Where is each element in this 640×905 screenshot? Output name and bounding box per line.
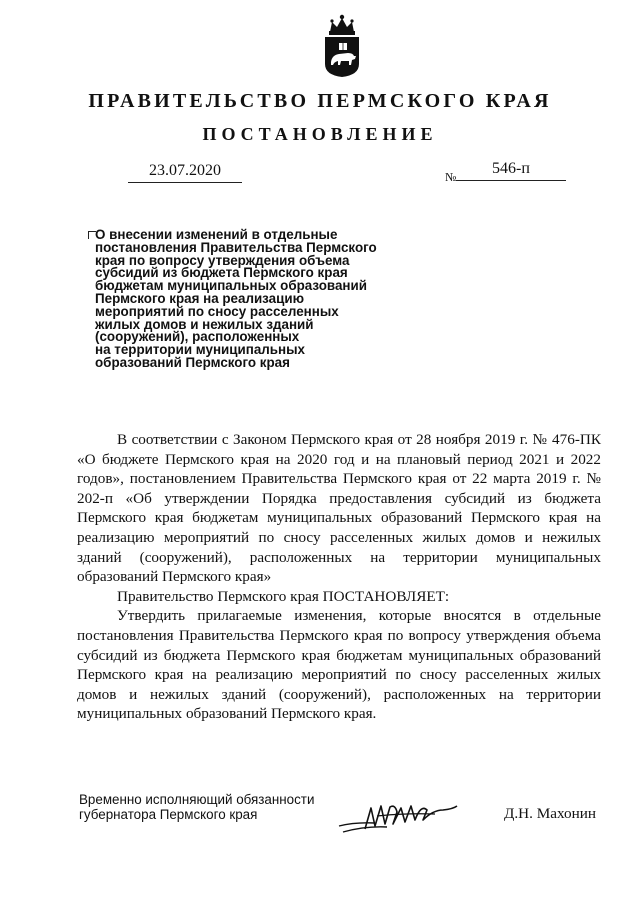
body-paragraph-decree: Правительство Пермского края ПОСТАНОВЛЯЕТ: — [117, 587, 450, 605]
government-title: ПРАВИТЕЛЬСТВО ПЕРМСКОГО КРАЯ — [88, 90, 552, 112]
subject-line: субсидий из бюджета Пермского края — [95, 265, 348, 281]
document-date: 23.07.2020 — [128, 162, 242, 183]
subject-line: образований Пермского края — [95, 354, 290, 370]
subject-line: края по вопросу утверждения объема — [95, 252, 350, 268]
signer-position-line: губернатора Пермского края — [79, 807, 258, 822]
body-paragraph-resolution: Утвердить прилагаемые изменения, которые вносятся в отдельные постановления Правительства Пермского края по вопросу утверждения объема субсидий из бюджета Пермского края бюджетам муниципальных образований Пермского края на реализацию мероприятий по сносу расселенных жилых домов и нежилых зданий (сооружений), расположенных на территории муниципальных образований Пермского края. — [77, 607, 601, 723]
subject-line: (сооружений), расположенных — [95, 329, 300, 345]
subject-line: бюджетам муниципальных образований — [95, 278, 367, 294]
signer-name: Д.Н. Махонин — [504, 805, 596, 822]
document-body — [77, 430, 601, 724]
body-paragraph-basis: В соответствии с Законом Пермского края от 28 ноября 2019 г. № 476-ПК «О бюджете Пермского края на 2020 год и на плановый период 2021 и 2022 годов», постановлением Правительства Пермского края от 22 марта 2019 г. № 202-п «Об утверждении Порядка предоставления субсидий из бюджета Пермского края бюджетам муниципальных образований Пермского края на реализацию мероприятий по сносу расселенных жилых домов и нежилых зданий (сооружений), расположенных на территории муниципальных образований Пермского края» — [77, 431, 601, 586]
subject-line: на территории муниципальных — [95, 342, 305, 358]
subject-line: мероприятий по сносу расселенных — [95, 303, 339, 319]
signer-position-line: Временно исполняющий обязанности — [79, 792, 315, 807]
handwritten-signature — [335, 796, 475, 836]
subject-line: жилых домов и нежилых зданий — [95, 316, 314, 332]
signer-position — [79, 792, 314, 822]
document-kind: ПОСТАНОВЛЕНИЕ — [202, 124, 438, 144]
subject-line: О внесении изменений в отдельные — [95, 227, 338, 242]
subject-line: постановления Правительства Пермского — [95, 239, 377, 255]
document-subject — [95, 229, 415, 370]
subject-line: Пермского края на реализацию — [95, 290, 305, 306]
document-number: 546-п — [456, 160, 566, 181]
number-label: № — [445, 170, 457, 184]
coat-of-arms-icon — [322, 12, 362, 78]
